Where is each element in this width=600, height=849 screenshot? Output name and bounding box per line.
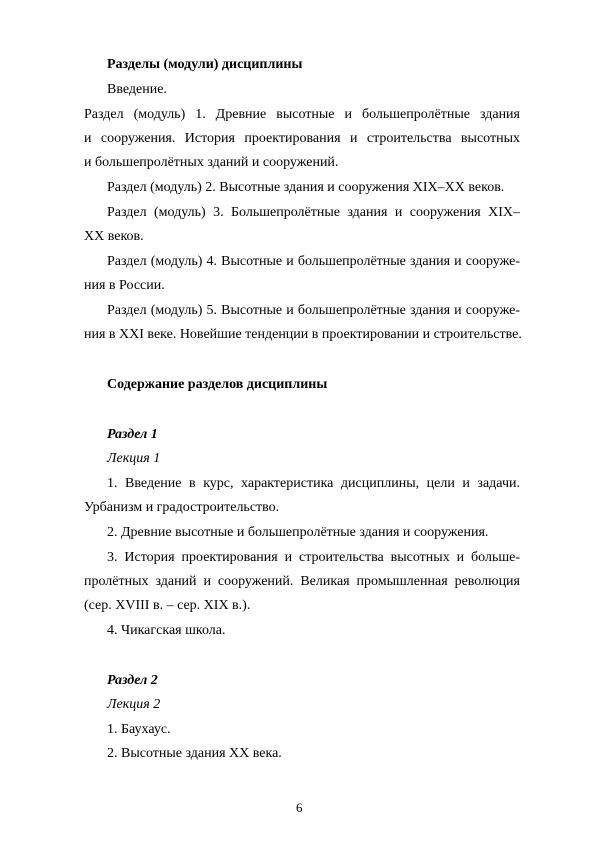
module-1-line-3: и большепролётных зданий и сооружений. — [84, 155, 339, 170]
section-1-title: Раздел 1 — [107, 427, 158, 442]
section-1-item-4: 4. Чикагская школа. — [107, 623, 226, 638]
section-2-item-1: 1. Баухаус. — [107, 722, 171, 737]
module-3-line-1: Раздел (модуль) 3. Большепролётные здания и сооружения XIX– — [107, 205, 520, 220]
sections-heading: Разделы (модули) дисциплины — [107, 57, 303, 72]
module-3-line-2: XX веков. — [84, 229, 144, 244]
module-4-line-1: Раздел (модуль) 4. Высотные и большепролётные здания и сооруже- — [107, 254, 520, 269]
section-1-item-1-line-2: Урбанизм и градостроительство. — [84, 500, 280, 515]
section-1-item-1-line-1: 1. Введение в курс, характеристика дисциплины, цели и задачи. — [107, 476, 520, 491]
module-5-line-1: Раздел (модуль) 5. Высотные и большепролётные здания и сооруже- — [107, 303, 520, 318]
content-heading: Содержание разделов дисциплины — [107, 377, 328, 392]
section-1-item-3-line-1: 3. История проектирования и строительства высотных и больше- — [107, 550, 520, 565]
module-1-line-2: и сооружения. История проектирования и строительства высотных — [84, 131, 520, 146]
section-1-item-2: 2. Древние высотные и большепролётные здания и сооружения. — [107, 525, 489, 540]
page-number: 6 — [296, 800, 303, 815]
module-5-line-2: ния в XXI веке. Новейшие тенденции в проектировании и строительстве. — [84, 327, 522, 342]
section-2-title: Раздел 2 — [107, 673, 158, 688]
module-4-line-2: ния в России. — [84, 278, 165, 293]
section-1-item-3-line-3: (сер. XVIII в. – сер. XIX в.). — [84, 598, 251, 613]
module-1-line-1: Раздел (модуль) 1. Древние высотные и большепролётные здания — [84, 107, 520, 122]
section-1-item-3-line-2: пролётных зданий и сооружений. Великая промышленная революция — [84, 574, 520, 589]
section-2-item-2: 2. Высотные здания XX века. — [107, 746, 282, 761]
section-2-lecture: Лекция 2 — [107, 697, 161, 712]
module-2-line-1: Раздел (модуль) 2. Высотные здания и сооружения XIX–XX веков. — [107, 180, 505, 195]
section-1-lecture: Лекция 1 — [107, 451, 161, 466]
intro-text: Введение. — [107, 82, 167, 97]
